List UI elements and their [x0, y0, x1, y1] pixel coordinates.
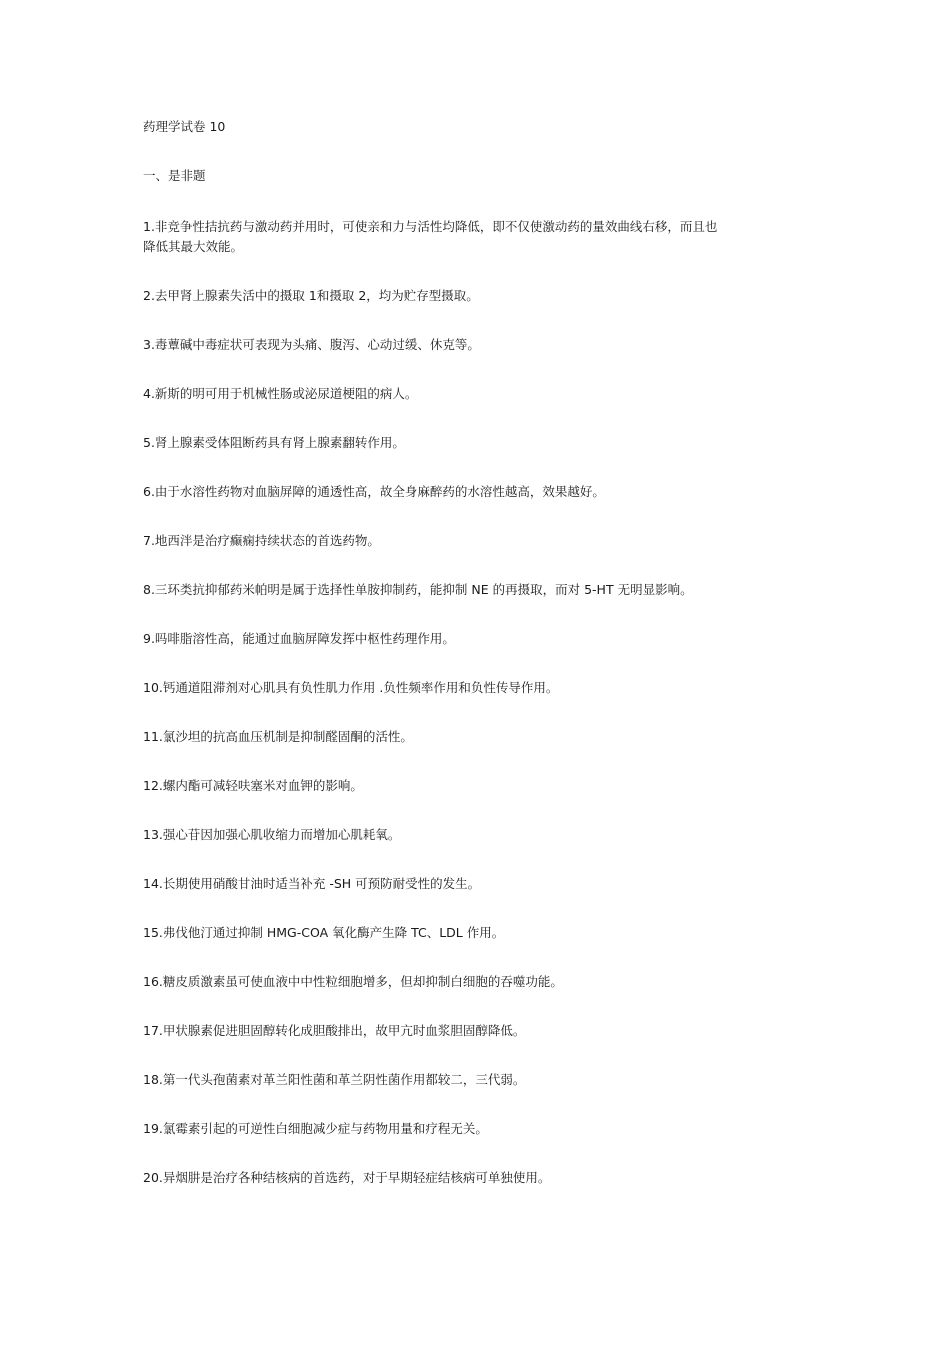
document-title: 药理学试卷 10 [143, 119, 226, 134]
question-text: 11.氯沙坦的抗高血压机制是抑制醛固酮的活性。 [143, 729, 413, 744]
question-text: 3.毒蕈碱中毒症状可表现为头痛、腹泻、心动过缓、休克等。 [143, 337, 480, 352]
question-item [143, 776, 783, 796]
section-heading: 一、是非题 [143, 168, 206, 183]
question-text: 5.肾上腺素受体阻断药具有肾上腺素翻转作用。 [143, 435, 405, 450]
question-item [143, 923, 783, 943]
question-text: 13.强心苷因加强心肌收缩力而增加心肌耗氧。 [143, 827, 401, 842]
question-item [143, 874, 783, 894]
question-item [143, 531, 783, 551]
question-text: 7.地西泮是治疗癫痫持续状态的首选药物。 [143, 533, 380, 548]
question-item [143, 286, 783, 306]
question-item [143, 433, 783, 453]
question-item [143, 727, 783, 747]
question-item [143, 335, 783, 355]
question-text: 6.由于水溶性药物对血脑屏障的通透性高，故全身麻醉药的水溶性越高，效果越好。 [143, 484, 605, 499]
question-text: 14.长期使用硝酸甘油时适当补充 -SH 可预防耐受性的发生。 [143, 876, 481, 891]
question-text: 17.甲状腺素促进胆固醇转化成胆酸排出，故甲亢时血浆胆固醇降低。 [143, 1023, 526, 1038]
question-item [143, 482, 783, 502]
question-text: 18.第一代头孢菌素对革兰阳性菌和革兰阴性菌作用都较二，三代弱。 [143, 1072, 526, 1087]
question-text: 1.非竞争性拮抗药与激动药并用时，可使亲和力与活性均降低，即不仅使激动药的量效曲线右移，而且也 [143, 219, 718, 234]
question-item [143, 1168, 783, 1188]
question-text: 8.三环类抗抑郁药米帕明是属于选择性单胺抑制药，能抑制 NE 的再摄取，而对 5-HT 无明显影响。 [143, 582, 693, 597]
question-text: 16.糖皮质激素虽可使血液中中性粒细胞增多，但却抑制白细胞的吞噬功能。 [143, 974, 563, 989]
question-item [143, 972, 783, 992]
question-item [143, 384, 783, 404]
question-item [143, 580, 783, 600]
question-text: 10.钙通道阻滞剂对心肌具有负性肌力作用 .负性频率作用和负性传导作用。 [143, 680, 559, 695]
question-item [143, 1119, 783, 1139]
question-text: 15.弗伐他汀通过抑制 HMG-COA 氧化酶产生降 TC、LDL 作用。 [143, 925, 505, 940]
question-list [143, 217, 783, 1217]
question-item [143, 678, 783, 698]
question-text: 19.氯霉素引起的可逆性白细胞减少症与药物用量和疗程无关。 [143, 1121, 488, 1136]
question-item [143, 825, 783, 845]
question-text: 2.去甲肾上腺素失活中的摄取 1和摄取 2，均为贮存型摄取。 [143, 288, 479, 303]
question-text: 4.新斯的明可用于机械性肠或泌尿道梗阻的病人。 [143, 386, 418, 401]
question-text: 20.异烟肼是治疗各种结核病的首选药，对于早期轻症结核病可单独使用。 [143, 1170, 551, 1185]
question-text: 12.螺内酯可减轻呋塞米对血钾的影响。 [143, 778, 363, 793]
question-item [143, 1070, 783, 1090]
question-text: 降低其最大效能。 [143, 239, 244, 254]
question-text: 9.吗啡脂溶性高，能通过血脑屏障发挥中枢性药理作用。 [143, 631, 455, 646]
question-item [143, 217, 783, 257]
question-item [143, 629, 783, 649]
question-item [143, 1021, 783, 1041]
